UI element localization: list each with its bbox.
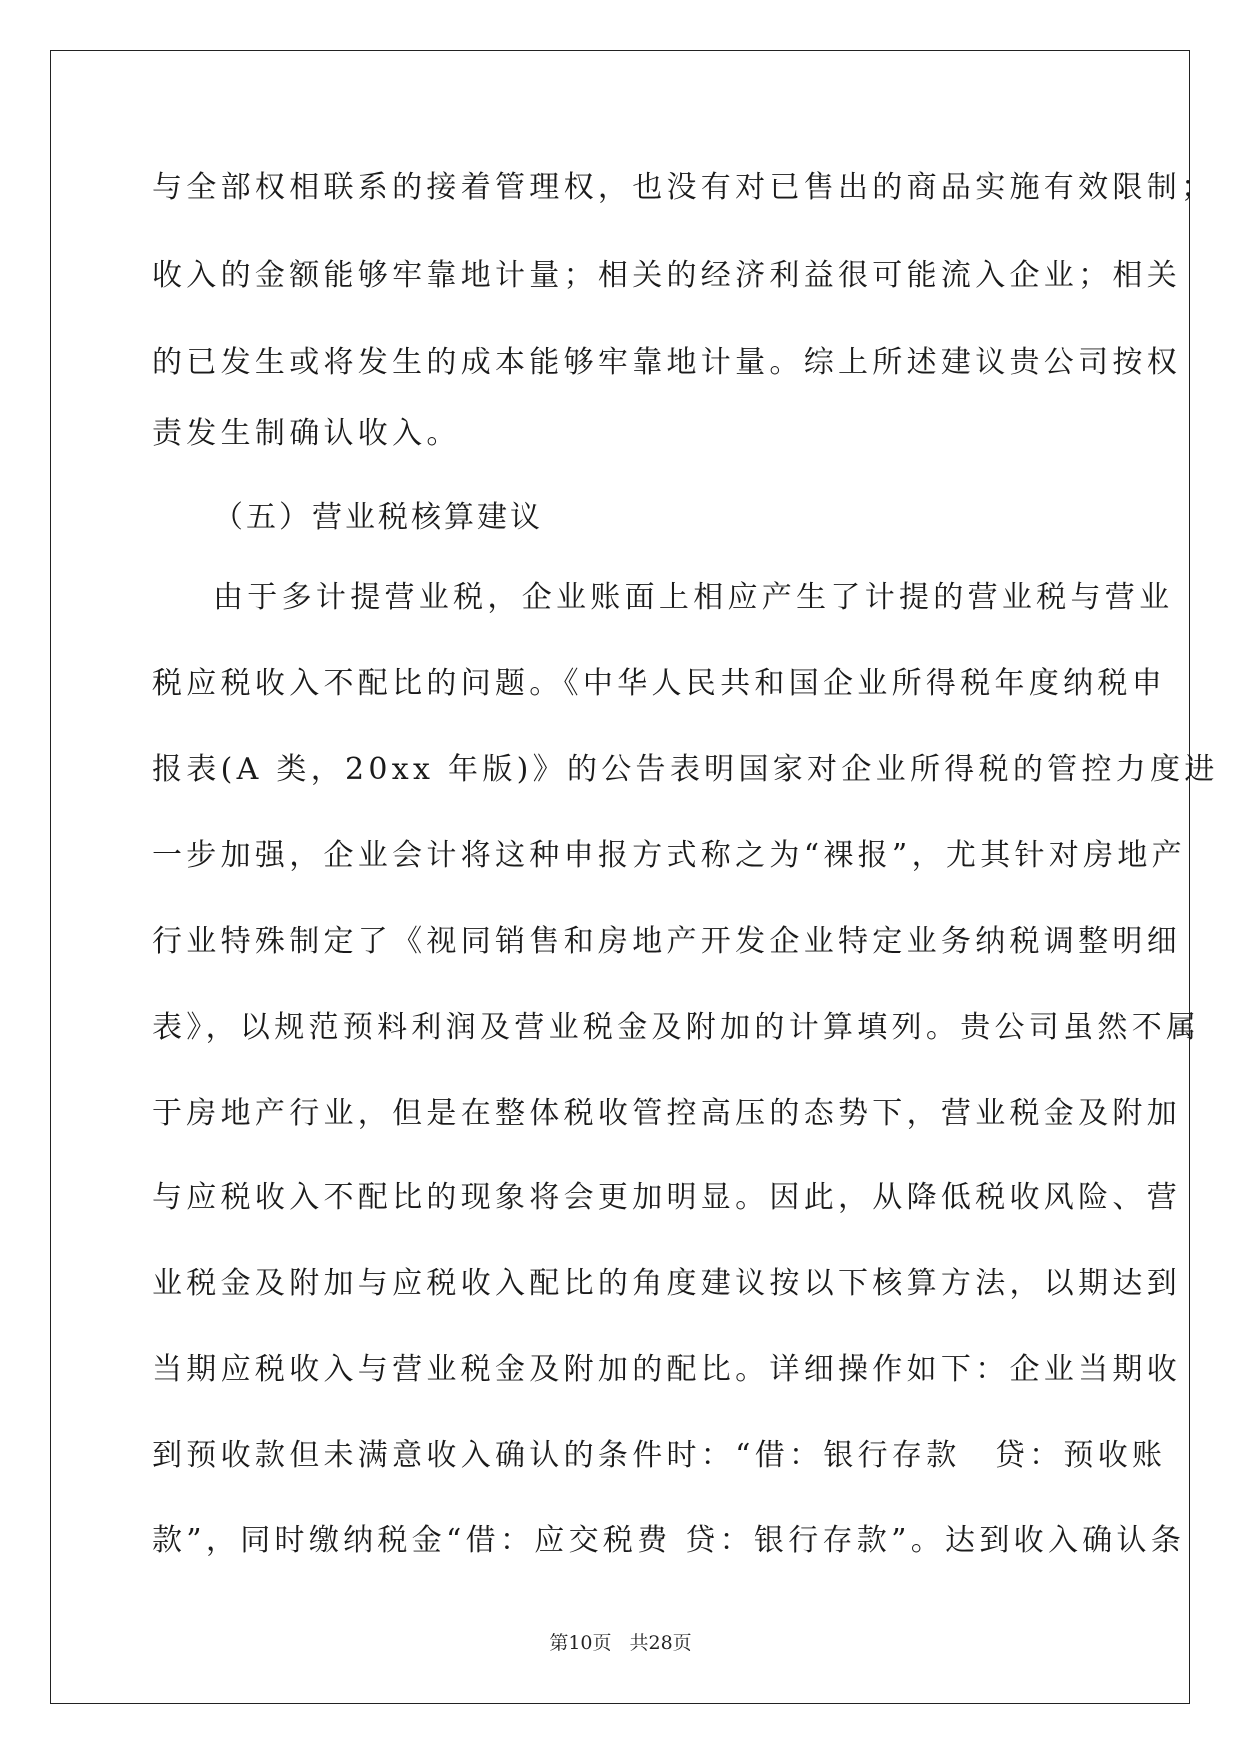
body-line: 表》，以规范预料利润及营业税金及附加的计算填列。贵公司虽然不属 [152, 1010, 1201, 1045]
body-line: 由于多计提营业税，企业账面上相应产生了计提的营业税与营业 [213, 580, 1174, 615]
page-number-current: 第10页 [549, 1632, 612, 1654]
body-line: 款”，同时缴纳税金“借：应交税费 贷：银行存款”。达到收入确认条 [152, 1523, 1186, 1558]
body-line: 业税金及附加与应税收入配比的角度建议按以下核算方法，以期达到 [152, 1266, 1181, 1301]
body-line: 行业特殊制定了《视同销售和房地产开发企业特定业务纳税调整明细 [152, 924, 1181, 959]
body-line: 报表(A 类，20xx 年版)》的公告表明国家对企业所得税的管控力度进 [152, 752, 1219, 787]
body-line: 当期应税收入与营业税金及附加的配比。详细操作如下：企业当期收 [152, 1352, 1181, 1387]
body-line: 一步加强，企业会计将这种申报方式称之为“裸报”，尤其针对房地产 [152, 838, 1186, 873]
body-line: 与全部权相联系的接着管理权，也没有对已售出的商品实施有效限制； [152, 170, 1216, 205]
body-line: 的已发生或将发生的成本能够牢靠地计量。综上所述建议贵公司按权 [152, 345, 1181, 380]
section-heading: （五）营业税核算建议 [213, 500, 543, 535]
body-line: 收入的金额能够牢靠地计量；相关的经济利益很可能流入企业；相关 [152, 258, 1181, 293]
body-line: 税应税收入不配比的问题。《中华人民共和国企业所得税年度纳税申 [152, 666, 1166, 701]
page-footer [0, 1628, 1241, 1655]
body-line: 与应税收入不配比的现象将会更加明显。因此，从降低税收风险、营 [152, 1180, 1181, 1215]
body-line: 到预收款但未满意收入确认的条件时：“借：银行存款 贷：预收账 [152, 1438, 1167, 1473]
page-number-total: 共28页 [629, 1632, 692, 1654]
body-line: 于房地产行业，但是在整体税收管控高压的态势下，营业税金及附加 [152, 1096, 1181, 1131]
body-line: 责发生制确认收入。 [152, 416, 461, 451]
